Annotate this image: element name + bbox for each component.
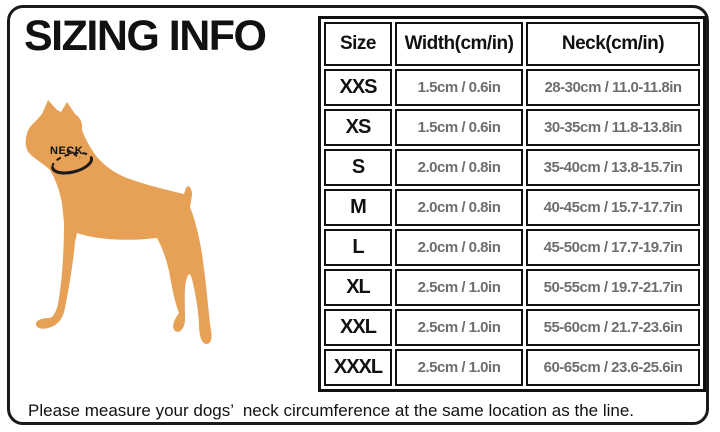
dog-illustration [18, 92, 248, 362]
size-cell: M [324, 189, 392, 226]
width-cell: 2.5cm / 1.0in [395, 269, 523, 306]
footer-note: Please measure your dogs’ neck circumference at the same location as the line. [28, 401, 635, 420]
table-row [324, 309, 700, 346]
table-row [324, 269, 700, 306]
neck-cell: 35-40cm / 13.8-15.7in [526, 149, 700, 186]
table-row [324, 229, 700, 266]
table-row [324, 69, 700, 106]
col-header-size: Size [324, 22, 392, 66]
size-cell: XS [324, 109, 392, 146]
size-cell: XXXL [324, 349, 392, 386]
size-cell: XXL [324, 309, 392, 346]
neck-cell: 50-55cm / 19.7-21.7in [526, 269, 700, 306]
width-cell: 1.5cm / 0.6in [395, 109, 523, 146]
table-row [324, 149, 700, 186]
neck-label: NECK [50, 145, 84, 157]
neck-cell: 55-60cm / 21.7-23.6in [526, 309, 700, 346]
col-header-width: Width(cm/in) [395, 22, 523, 66]
size-cell: L [324, 229, 392, 266]
size-cell: S [324, 149, 392, 186]
neck-cell: 28-30cm / 11.0-11.8in [526, 69, 700, 106]
size-cell: XXS [324, 69, 392, 106]
width-cell: 2.0cm / 0.8in [395, 229, 523, 266]
width-cell: 2.0cm / 0.8in [395, 149, 523, 186]
dog-silhouette [26, 100, 212, 344]
width-cell: 1.5cm / 0.6in [395, 69, 523, 106]
neck-cell: 30-35cm / 11.8-13.8in [526, 109, 700, 146]
neck-cell: 40-45cm / 15.7-17.7in [526, 189, 700, 226]
table-row [324, 349, 700, 386]
col-header-neck: Neck(cm/in) [526, 22, 700, 66]
page-title: SIZING INFO [24, 12, 266, 60]
table-header-row [324, 22, 700, 66]
neck-cell: 60-65cm / 23.6-25.6in [526, 349, 700, 386]
neck-cell: 45-50cm / 17.7-19.7in [526, 229, 700, 266]
sizing-table [318, 16, 706, 392]
size-cell: XL [324, 269, 392, 306]
width-cell: 2.5cm / 1.0in [395, 349, 523, 386]
width-cell: 2.5cm / 1.0in [395, 309, 523, 346]
table-row [324, 189, 700, 226]
table-row [324, 109, 700, 146]
width-cell: 2.0cm / 0.8in [395, 189, 523, 226]
